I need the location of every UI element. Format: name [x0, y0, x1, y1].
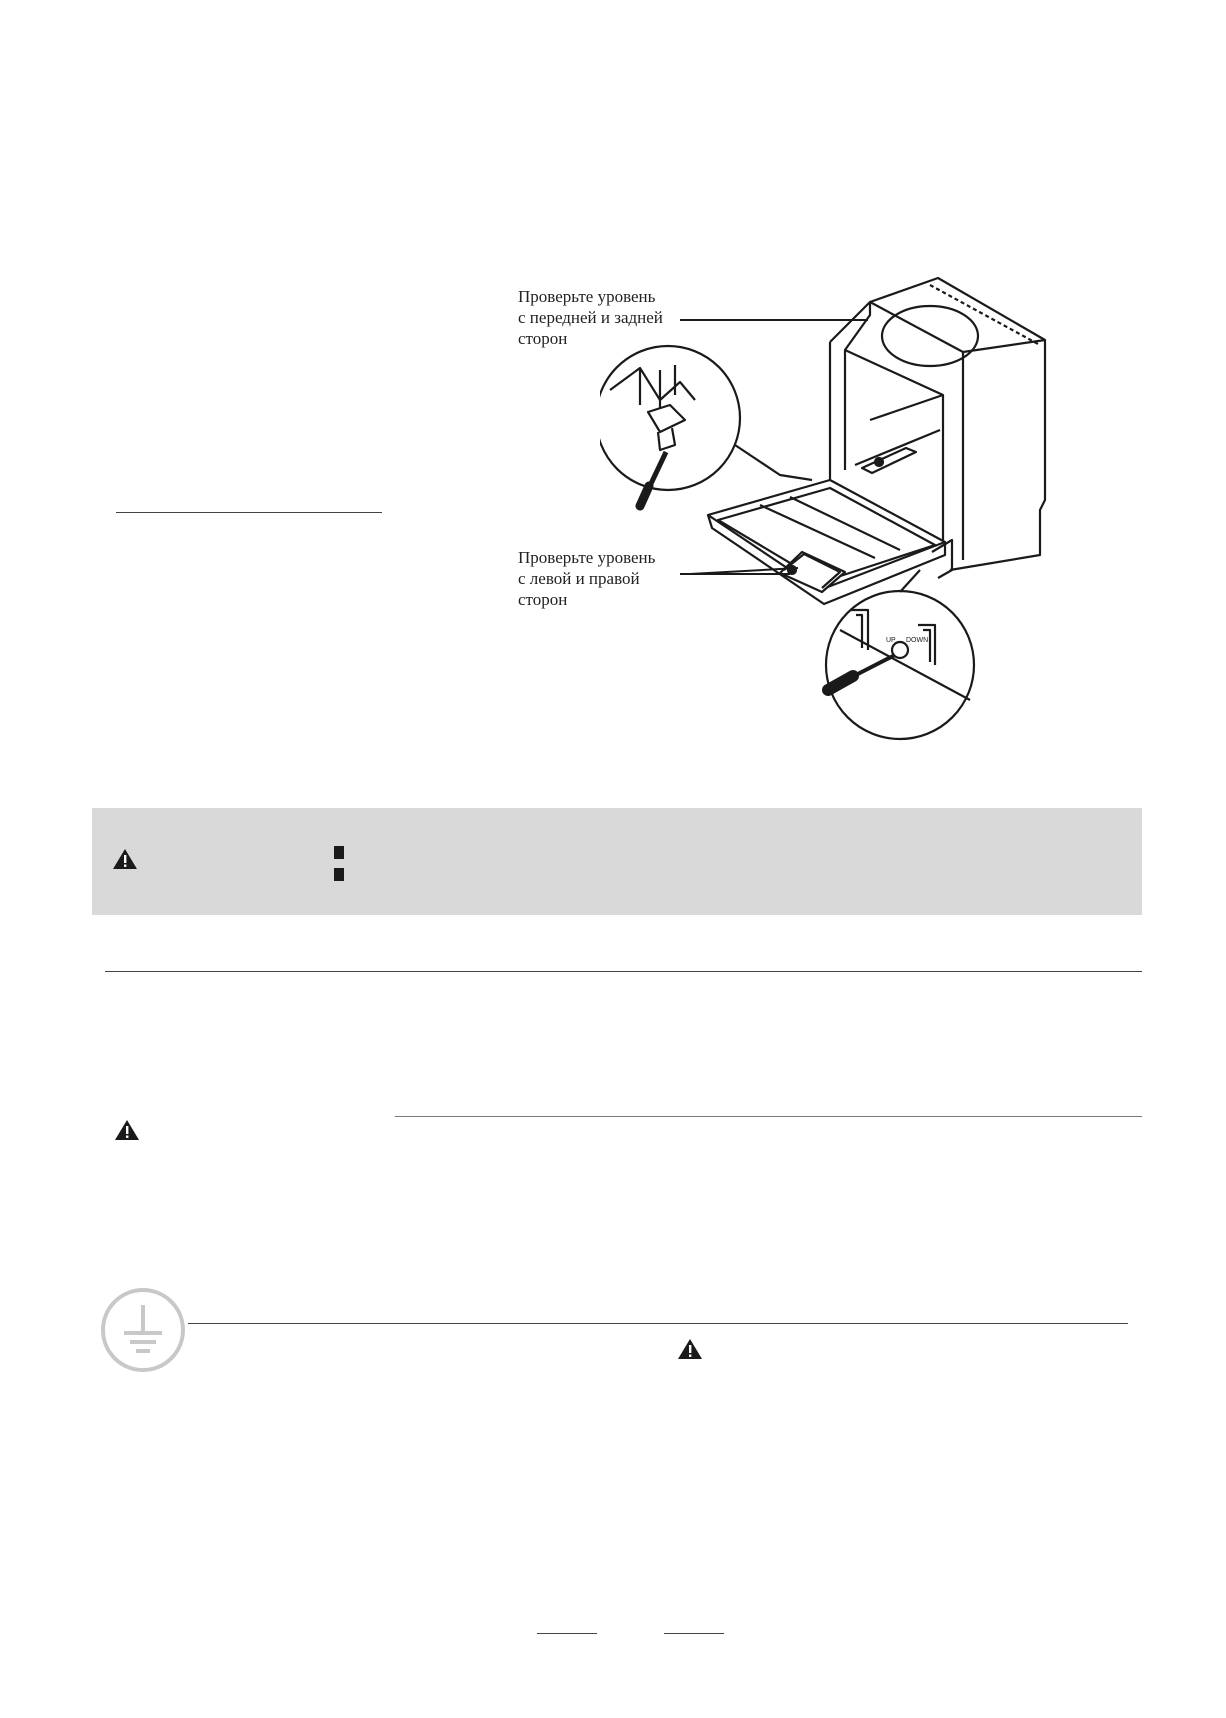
callout-left-right	[518, 547, 655, 610]
warning-box	[92, 808, 1142, 915]
warning-triangle-icon	[677, 1338, 703, 1360]
callout-left-right-line-3: сторон	[518, 590, 568, 609]
callout-front-back	[518, 286, 663, 349]
warning-triangle-icon	[112, 848, 138, 870]
section-rule-left	[116, 512, 382, 513]
section-rule-right	[395, 1116, 1142, 1117]
adjuster-up-label: UP	[886, 637, 896, 644]
callout-left-right-line-1: Проверьте уровень	[518, 548, 656, 567]
bullet-square	[334, 868, 344, 881]
adjuster-down-label: DOWN	[906, 637, 929, 644]
ground-section-rule	[188, 1323, 1128, 1324]
warning-triangle-icon	[114, 1119, 140, 1141]
callout-front-back-line-1: Проверьте уровень	[518, 287, 656, 306]
section-rule-full	[105, 971, 1142, 972]
callout-leaders	[680, 310, 870, 580]
callout-leader-door	[690, 566, 800, 582]
ground-symbol-icon	[100, 1287, 186, 1373]
bullet-square	[334, 846, 344, 859]
footer-underline-right	[664, 1633, 724, 1634]
footer-underline-left	[537, 1633, 597, 1634]
callout-front-back-line-2: с передней и задней	[518, 308, 663, 327]
callout-front-back-line-3: сторон	[518, 329, 568, 348]
callout-left-right-line-2: с левой и правой	[518, 569, 640, 588]
